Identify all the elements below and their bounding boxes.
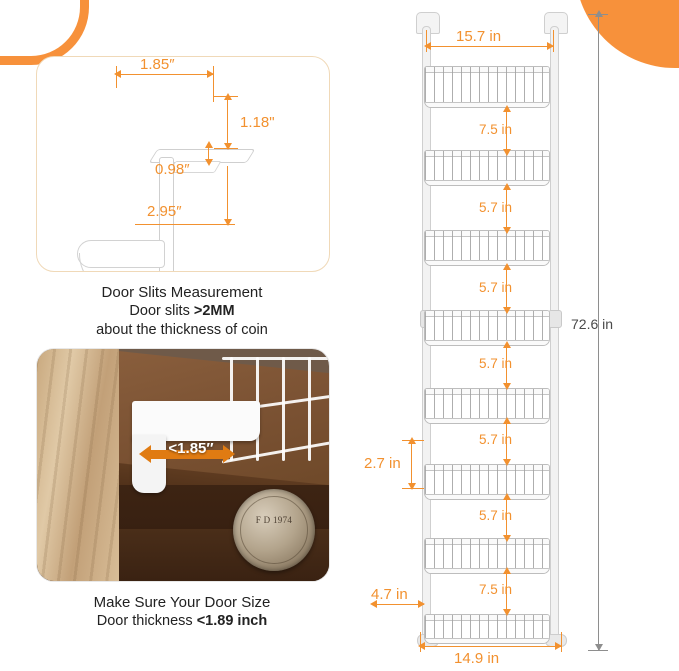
dim-label-basket-depth: 2.7 in xyxy=(364,455,401,472)
caption-bottom-line-2-strong: <1.89 inch xyxy=(196,613,268,629)
dim-label-rack-width-bottom: 14.9 in xyxy=(454,650,500,667)
basket-8 xyxy=(424,614,550,644)
rack-illustration xyxy=(404,8,584,652)
dim-arrow-gap-3-down xyxy=(503,307,511,314)
dim-tick-depth-top xyxy=(214,96,238,97)
caption-line-1: Door Slits Measurement xyxy=(101,284,263,301)
coin xyxy=(233,489,315,571)
dim-arrow-slit-down xyxy=(205,159,213,166)
dim-line-width xyxy=(116,74,214,75)
dim-arrow-gap-7-down xyxy=(503,609,511,616)
decorative-blob-top-right xyxy=(575,0,679,68)
dim-line-rack-width-bottom xyxy=(420,646,562,647)
caption-door-slits xyxy=(32,283,332,340)
dim-arrow-gap-7-up xyxy=(503,567,511,574)
dim-arrow-gap-2-up xyxy=(503,183,511,190)
dim-line-drop xyxy=(227,166,228,224)
dim-line-rack-height xyxy=(598,14,599,650)
caption-line-2 xyxy=(32,302,332,321)
basket-5 xyxy=(424,388,550,424)
dim-arrow-gap-5-up xyxy=(503,417,511,424)
photo-wood-wall xyxy=(37,349,119,581)
dim-arrow-gap-6-down xyxy=(503,535,511,542)
dim-arrow-gap-6-up xyxy=(503,493,511,500)
dim-tick-basket-depth-top xyxy=(402,440,424,441)
dim-tick-depth-bottom xyxy=(214,148,238,149)
dim-label-depth: 1.18" xyxy=(240,114,275,131)
dim-arrow-gap-4-up xyxy=(503,341,511,348)
basket-6 xyxy=(424,464,550,500)
dim-arrow-gap-3-up xyxy=(503,263,511,270)
dim-arrow-slit-up xyxy=(205,141,213,148)
caption-line-2-strong: >2MM xyxy=(193,303,235,319)
dim-arrow-bottom-offset-right xyxy=(418,600,425,608)
door-thickness-photo-panel xyxy=(36,348,330,582)
dim-label-gap-2: 5.7 in xyxy=(479,200,513,215)
dim-tick-rack-width-top-right xyxy=(553,30,554,52)
basket-3 xyxy=(424,230,550,266)
dim-label-gap-5: 5.7 in xyxy=(479,432,513,447)
rack-rail-right xyxy=(550,26,559,640)
dim-tick-drop-bottom xyxy=(135,224,235,225)
caption-line-3: about the thickness of coin xyxy=(96,322,268,338)
dim-line-bottom-offset xyxy=(372,604,424,605)
basket-7 xyxy=(424,538,550,574)
dim-arrow-gap-2-down xyxy=(503,227,511,234)
dim-label-gap-1: 7.5 in xyxy=(479,122,513,137)
dim-label-gap-4: 5.7 in xyxy=(479,356,513,371)
dim-arrow-gap-5-down xyxy=(503,459,511,466)
caption-door-size xyxy=(32,593,332,631)
dim-tick-basket-depth-bottom xyxy=(402,488,424,489)
dim-line-rack-width-top xyxy=(426,46,554,47)
dim-arrow-gap-4-down xyxy=(503,383,511,390)
rack-clamp-right xyxy=(548,310,562,328)
dim-label-rack-width-top: 15.7 in xyxy=(456,28,502,45)
dim-label-rack-height: 72.6 in xyxy=(571,316,614,332)
dim-label-slit: 0.98″ xyxy=(155,161,190,178)
dim-tick-rack-height-top xyxy=(588,14,608,15)
basket-2 xyxy=(424,150,550,186)
dim-label-drop: 2.95″ xyxy=(147,203,182,220)
door-thickness-label: <1.85″ xyxy=(168,440,214,457)
dim-label-gap-7: 7.5 in xyxy=(479,582,513,597)
dim-label-gap-3: 5.7 in xyxy=(479,280,513,295)
dim-tick-rack-width-top-left xyxy=(426,30,427,52)
dim-tick-rack-width-bottom-right xyxy=(561,632,562,652)
dim-line-basket-depth xyxy=(411,440,412,488)
caption-bottom-line-2 xyxy=(32,612,332,631)
dim-tick-rack-height-bottom xyxy=(588,650,608,651)
dim-label-bottom-offset: 4.7 in xyxy=(371,586,408,603)
basket-1 xyxy=(424,66,550,108)
dim-tick-rack-width-bottom-left xyxy=(420,632,421,652)
hook-arm-curve xyxy=(79,253,140,272)
caption-bottom-line-2-prefix: Door thickness xyxy=(96,613,197,629)
coin-inscription: F D 1974 xyxy=(255,515,293,525)
basket-4 xyxy=(424,310,550,346)
dim-tick-width-left xyxy=(116,66,117,88)
dim-label-width: 1.85″ xyxy=(140,56,175,73)
dim-line-depth xyxy=(227,96,228,148)
dim-arrow-gap-1-down xyxy=(503,149,511,156)
dim-label-gap-6: 5.7 in xyxy=(479,508,513,523)
dim-arrow-gap-1-up xyxy=(503,105,511,112)
caption-bottom-line-1: Make Sure Your Door Size xyxy=(93,594,271,611)
caption-line-2-prefix: Door slits xyxy=(129,303,194,319)
